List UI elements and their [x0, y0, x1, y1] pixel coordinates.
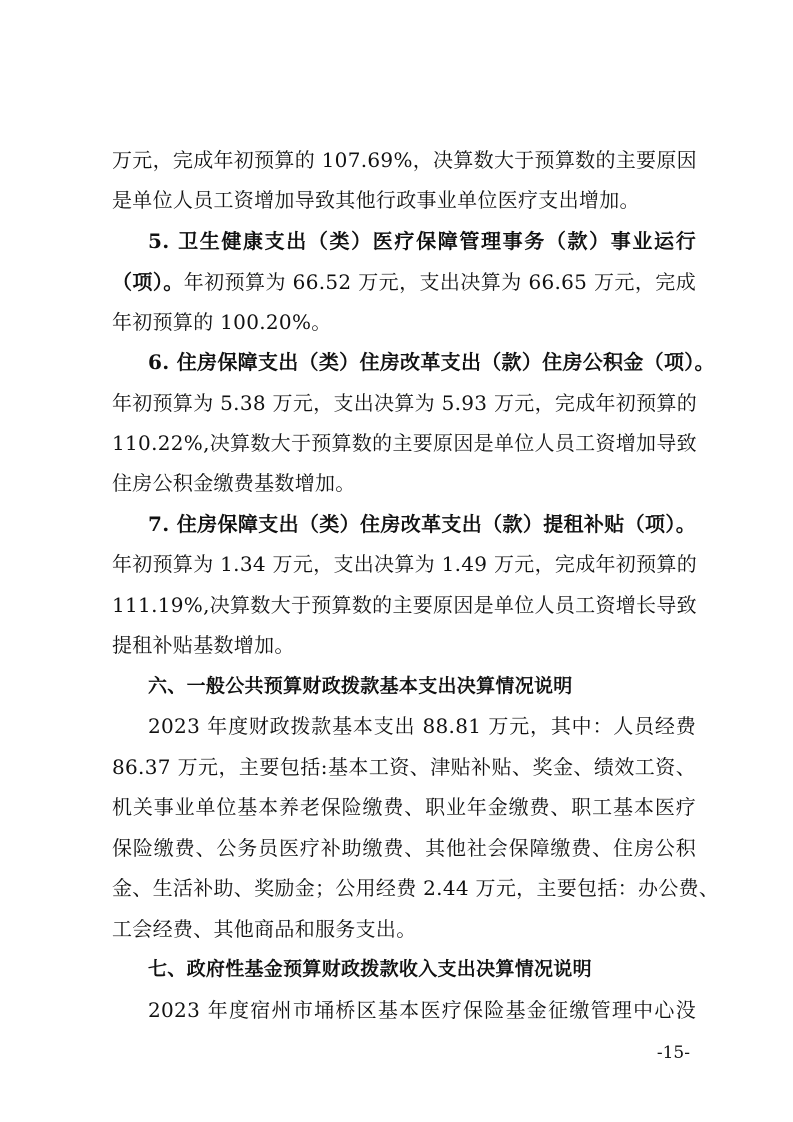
paragraph-line: 保险缴费、公务员医疗补助缴费、其他社会保障缴费、住房公积: [112, 836, 696, 860]
paragraph-line: 金、生活补助、奖励金；公用经费 2.44 万元，主要包括：办公费、: [112, 876, 720, 900]
page-number: -15-: [656, 1043, 690, 1063]
paragraph-line: 机关事业单位基本养老保险缴费、职业年金缴费、职工基本医疗: [112, 795, 696, 819]
paragraph-line: 2023 年度财政拨款基本支出 88.81 万元，其中：人员经费: [148, 714, 696, 738]
paragraph-line: 提租补贴基数增加。: [112, 633, 295, 657]
paragraph-line: 110.22%,决算数大于预算数的主要原因是单位人员工资增加导致: [112, 431, 697, 455]
paragraph-line: 万元，完成年初预算的 107.69%，决算数大于预算数的主要原因: [112, 148, 697, 172]
paragraph-line: 年初预算的 100.20%。: [112, 310, 332, 334]
paragraph-line: 111.19%,决算数大于预算数的主要原因是单位人员工资增长导致: [112, 593, 697, 617]
paragraph-line: 年初预算为 1.34 万元，支出决算为 1.49 万元，完成年初预算的: [112, 552, 697, 576]
item-6-title: 6. 住房保障支出（类）住房改革支出（款）住房公积金（项）。: [148, 350, 715, 374]
paragraph-line: 2023 年度宿州市埇桥区基本医疗保险基金征缴管理中心没: [148, 998, 696, 1022]
item-5-title-end: （项）。: [112, 270, 184, 294]
section-6-heading: 六、一般公共预算财政拨款基本支出决算情况说明: [148, 675, 573, 697]
paragraph-line: 工会经费、其他商品和服务支出。: [112, 917, 417, 941]
paragraph-line: [112, 270, 696, 294]
paragraph-line: 86.37 万元，主要包括:基本工资、津贴补贴、奖金、绩效工资、: [112, 755, 696, 779]
item-5-title: 5. 卫生健康支出（类）医疗保障管理事务（款）事业运行: [148, 229, 696, 253]
section-7-heading: 七、政府性基金预算财政拨款收入支出决算情况说明: [148, 958, 592, 980]
paragraph-line: 是单位人员工资增加导致其他行政事业单位医疗支出增加。: [112, 188, 640, 212]
paragraph-line: 年初预算为 5.38 万元，支出决算为 5.93 万元，完成年初预算的: [112, 391, 697, 415]
paragraph-line: 住房公积金缴费基数增加。: [112, 471, 356, 495]
item-5-text: 年初预算为 66.52 万元，支出决算为 66.65 万元，完成: [183, 270, 697, 294]
item-7-title: 7. 住房保障支出（类）住房改革支出（款）提租补贴（项）。: [148, 512, 696, 536]
